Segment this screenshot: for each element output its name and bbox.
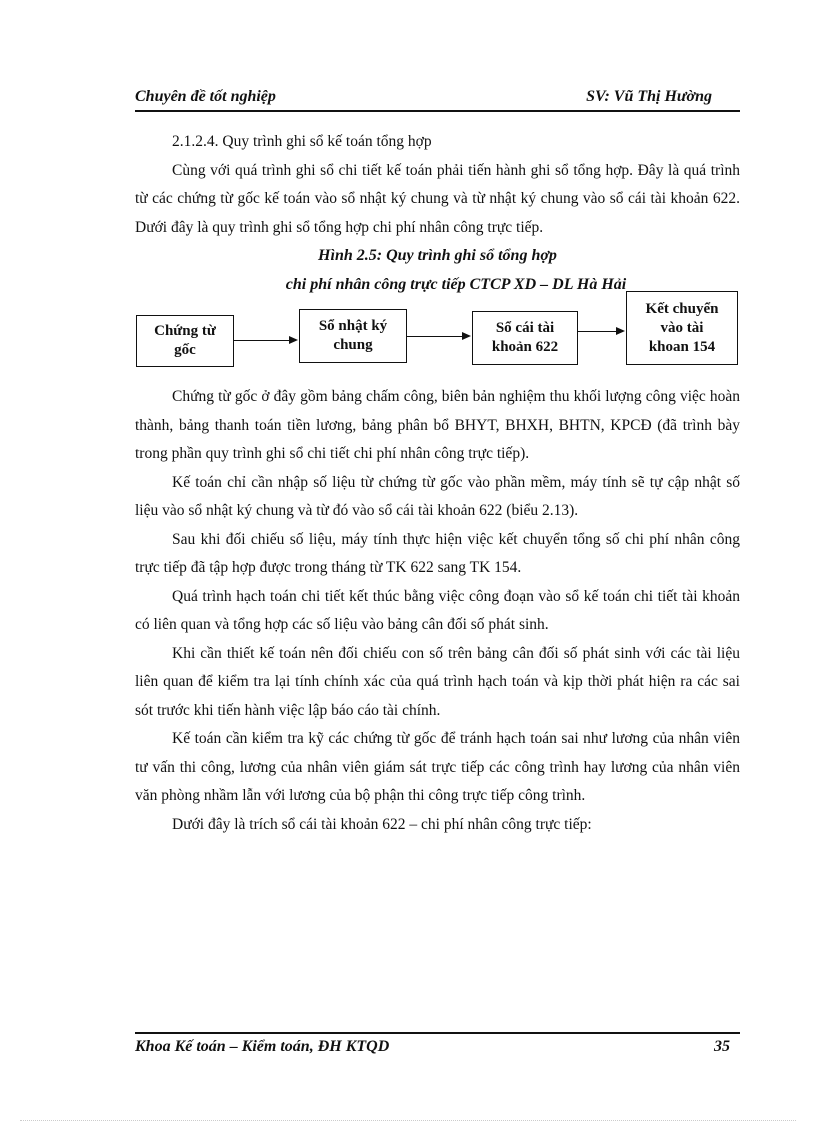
flow-box-label: vào tài: [660, 319, 704, 336]
paragraph: Quá trình hạch toán chi tiết kết thúc bằng việc công đoạn vào sổ kế toán chi tiết tài khoản có liên quan và tổng hợp các số liệu vào bảng cân đối số phát sinh.: [135, 587, 740, 633]
flow-box-label: khoản 622: [491, 339, 559, 355]
figure-title-line2: chi phí nhân công trực tiếp CTCP XD – DL Hà Hải: [285, 275, 627, 293]
paragraph: Khi cần thiết kế toán nên đối chiếu con số trên bảng cân đối số phát sinh với các tài liệu liên quan để kiểm tra lại tính chính xác của quá trình hạch toán và kịp thời phát hiện ra các sai sót trước khi tiến hành việc lập báo cáo tài chính.: [135, 644, 740, 719]
flow-box-label: gốc: [174, 342, 196, 358]
page-footer: [135, 1032, 740, 1055]
header-author: SV: Vũ Thị Hường: [586, 88, 712, 105]
flow-diagram: [135, 300, 740, 377]
flow-box-label: chung: [333, 337, 373, 353]
paragraph: Sau khi đối chiếu số liệu, máy tính thực hiện việc kết chuyển tổng số chi phí nhân công trực tiếp đã tập hợp được trong tháng từ TK 622 sang TK 154.: [135, 530, 740, 576]
flow-box-label: Kết chuyển: [645, 300, 719, 317]
section-heading: 2.1.2.4. Quy trình ghi sổ kế toán tổng hợp: [172, 133, 432, 150]
flow-arrow-3: [578, 331, 623, 332]
footer-faculty: Khoa Kế toán – Kiểm toán, ĐH KTQD: [135, 1038, 390, 1055]
paragraph: Dưới đây là trích sổ cái tài khoản 622 – chi phí nhân công trực tiếp:: [172, 815, 592, 833]
flow-box-general-journal: [299, 309, 407, 363]
flow-box-label: Sổ nhật ký: [318, 318, 388, 334]
flow-box-transfer-154: [626, 291, 738, 365]
intro-paragraph: Cùng với quá trình ghi sổ chi tiết kế toán phải tiến hành ghi sổ tổng hợp. Đây là quá trình từ các chứng từ gốc kế toán vào sổ nhật ký chung và từ nhật ký chung vào sổ cái tài khoản 622. Dưới đây là quy trình ghi sổ tổng hợp chi phí nhân công trực tiếp.: [135, 161, 740, 236]
flow-box-ledger-622: [472, 311, 578, 365]
flow-arrow-2: [407, 336, 469, 337]
paragraph: Kế toán cần kiểm tra kỹ các chứng từ gốc để tránh hạch toán sai như lương của nhân viên tư vấn thi công, lương của nhân viên giám sát trực tiếp các công trình hay lương của nhân viên văn phòng nhầm lẫn với lương của bộ phận thi công trực tiếp công trình.: [135, 730, 740, 804]
document-body: [135, 128, 740, 839]
flow-box-label: Sổ cái tài: [495, 320, 555, 336]
figure-title-line1: Hình 2.5: Quy trình ghi sổ tổng hợp: [318, 247, 557, 264]
page-number: 35: [714, 1038, 730, 1055]
flow-box-label: khoan 154: [648, 338, 716, 355]
flow-arrow-1: [234, 340, 296, 341]
paragraph: Kế toán chỉ cần nhập số liệu từ chứng từ gốc vào phần mềm, máy tính sẽ tự cập nhật số liệu vào sổ nhật ký chung và từ đó vào sổ cái tài khoản 622 (biểu 2.13).: [135, 473, 740, 519]
paragraph: Chứng từ gốc ở đây gồm bảng chấm công, biên bản nghiệm thu khối lượng công việc hoàn thành, bảng thanh toán tiền lương, bảng phân bổ BHYT, BHXH, BHTN, KPCĐ (đã trình bày trong phần quy trình ghi sổ chi tiết chi phí nhân công trực tiếp).: [135, 388, 740, 462]
flow-box-label: Chứng từ: [154, 323, 216, 339]
page-header: [135, 86, 740, 112]
bottom-divider: [20, 1120, 796, 1121]
header-title: Chuyên đề tốt nghiệp: [135, 88, 276, 105]
flow-box-source-documents: [136, 315, 234, 367]
